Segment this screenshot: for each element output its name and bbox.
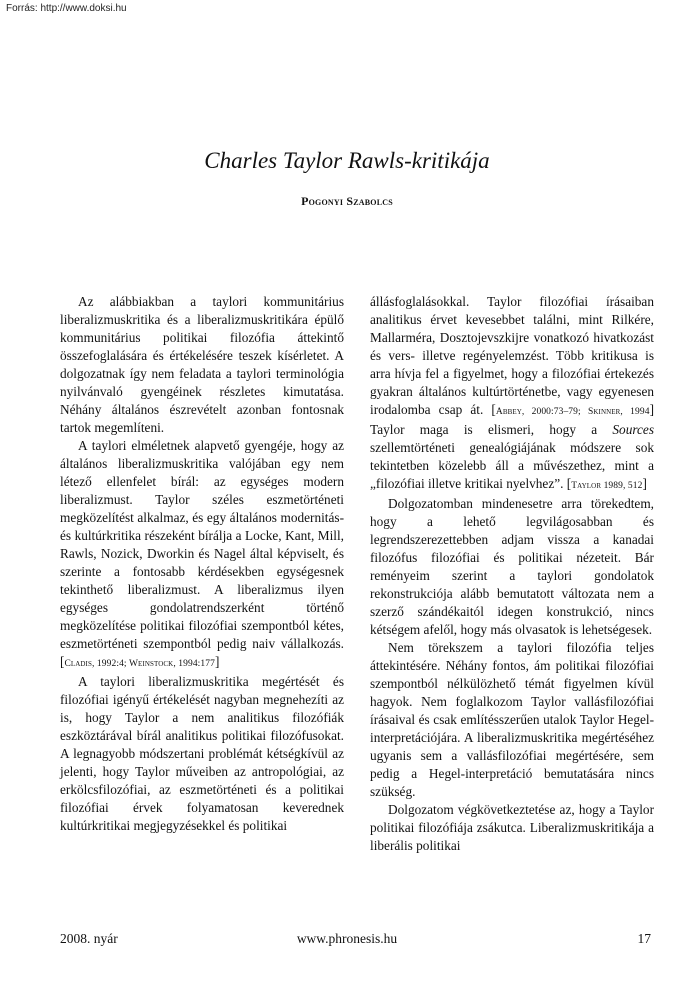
citation: Abbey, 2000:73–79; Skinner, 1994 xyxy=(495,407,650,417)
paragraph: Dolgozatomban mindenesetre arra törekedtem, hogy a lehető legvilágosabban és legrendszerezettebben adjam vissza a kanadai filozófus filozófiai és politikai nézeteit. Bár reményeim szerint a taylori gondolatok rekonstrukciója alább bemutatott változata nem a szerző szándékaitól idegen konstrukció, nincs kétségem afelől, hogy más olvasatok is lehetségesek. xyxy=(370,496,654,637)
paragraph-text: A taylori elméletnek alapvető gyengéje, hogy az általános liberalizmuskritika valójában egy nem létező ellenfelet bírál: az egységes modern liberalizmust. Taylor széles eszmetörténeti megközelítést alkalmaz, és egy általános modernitás- és kultúrkritika részeként bírálja a Locke, Kant, Mill, Rawls, Nozick, Dworkin és Nagel által képviselt, és szerinte a fontosabb kérdésekben egységesnek tekinthető liberalizmust. A liberalizmus ilyen egységes gondolatrendszerként történő megközelítése politikai filozófiai szempontból kétes, eszmetörténeti szempontból pedig naiv vállalkozás. [ xyxy=(60,438,344,669)
paragraph: Nem törekszem a taylori filozófia teljes áttekintésére. Néhány fontos, ám politikai filozófiai szempontból nélkülözhető témát figyelmen kívül hagyok. Nem foglalkozom Taylor vallásfilozófiai írásaival és csak említésszerűen utalok Taylor Hegel-interpretációjára. A liberalizmuskritika megértéséhez ugyanis sem a vallásfilozófiai megértésére, sem pedig a Hegel-interpretáció bemutatására nincs szükség. xyxy=(370,640,654,799)
citation: Cladis, 1992:4; Weinstock, 1994:177 xyxy=(64,659,215,669)
footer-website: www.phronesis.hu xyxy=(296,931,398,946)
citation: Taylor 1989, 512 xyxy=(571,481,643,491)
paragraph-text: ] Taylor maga is elismeri, hogy a xyxy=(370,402,654,437)
citation-close: ] xyxy=(214,654,220,669)
paragraph-text: állásfoglalásokkal. Taylor filozófiai írásaiban analitikus érvet kevesebbet találni, mint Rilkére, Mallarméra, Dosztojevszkijre vonatkozó hivatkozást és vers- illetve regényelemzést. Több kritikusa is arra hívja fel a figyelmet, hogy a filozófiai értekezés gyakran általános kultúrtörténetbe, vagy egyenesen irodalomba csap át. [ xyxy=(370,294,654,417)
paragraph xyxy=(370,293,654,495)
footer-date: 2008. nyár xyxy=(60,931,118,946)
paragraph: Az alábbiakban a taylori kommunitárius liberalizmuskritika és a liberalizmuskritikára épülő kommunitárius politikai filozófia áttekintő összefoglalására és értékelésére teszek kísérletet. A dolgozatnak így nem feladata a taylori terminológia nyilvánvaló gyengéinek részletes kimutatása. Néhány általános észrevételt azonban fontosnak tartok megemlíteni. xyxy=(60,294,344,435)
paragraph xyxy=(60,437,344,673)
source-banner: Forrás: http://www.doksi.hu xyxy=(6,3,127,14)
article-title: Charles Taylor Rawls-kritikája xyxy=(204,148,490,173)
paragraph: Dolgozatom végkövetkeztetése az, hogy a Taylor politikai filozófiája zsákutca. Liberalizmuskritikája a liberális politikai xyxy=(370,802,654,853)
paragraph: A taylori liberalizmuskritika megértését és filozófiai igényű értékelését nagyban megnehezíti az is, hogy Taylor a nem analitikus filozófiák eszköztárával bírál analitikus politikai filozófusokat. A legnagyobb módszertani problémát kétségkívül az jelenti, hogy Taylor műveiben az antropológiai, az erkölcsfilozófiai, az eszmetörténeti és a politikai filozófiai érvek folyamatosan keverednek kultúrkritikai megjegyzésekkel és politikai xyxy=(60,674,344,833)
right-column xyxy=(370,293,654,855)
article-author: Pogonyi Szabolcs xyxy=(301,194,393,208)
page-number: 17 xyxy=(637,931,651,946)
citation-close: ] xyxy=(642,476,647,491)
book-title: Sources xyxy=(612,422,654,437)
left-column xyxy=(60,293,344,835)
paragraph-text: szellemtörténeti genealógiájának módszere sok tekintetben közelebb áll a művészethez, mint a „filozófiai illetve kritikai nyelvhez”. [ xyxy=(370,440,654,491)
